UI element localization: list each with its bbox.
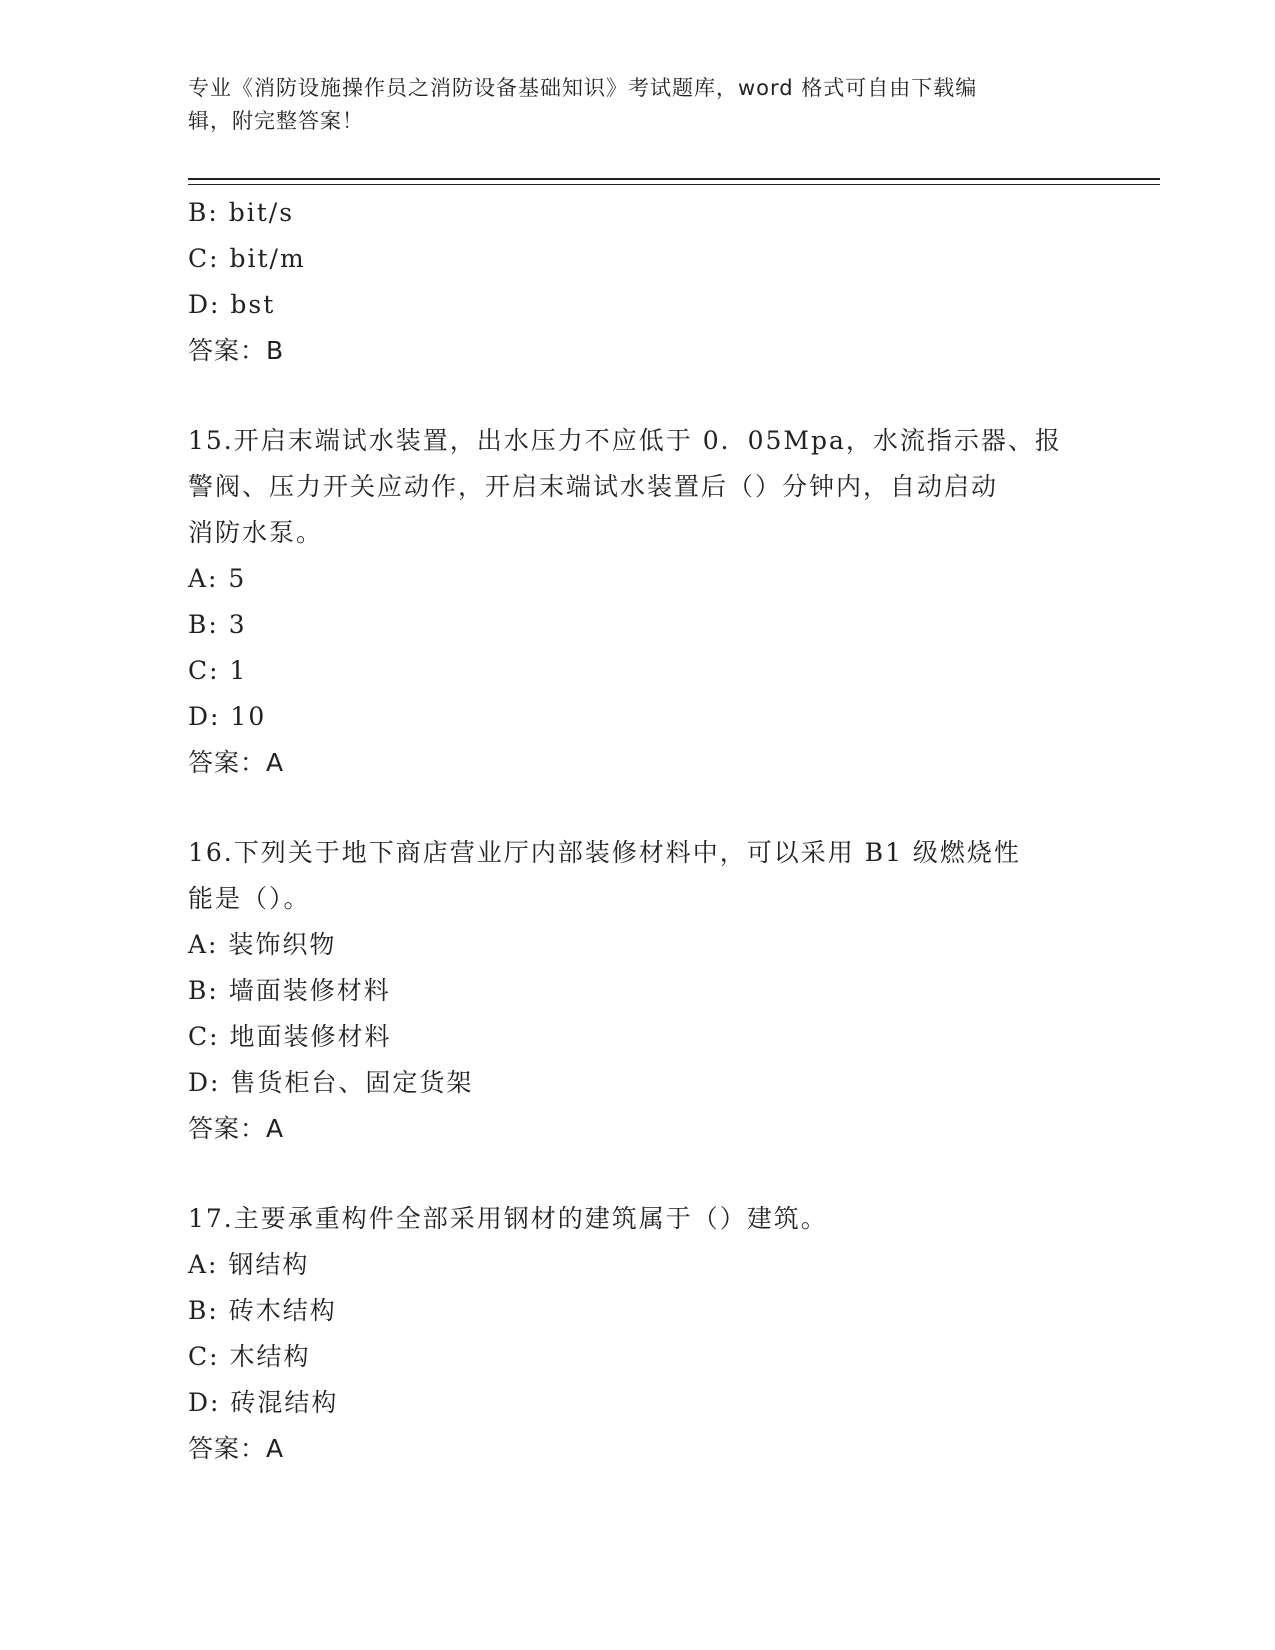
question-stem-line: 16.下列关于地下商店营业厅内部装修材料中，可以采用 B1 级燃烧性 — [188, 838, 1021, 867]
question-block-16 — [188, 830, 1118, 1152]
header-line-2: 辑，附完整答案！ — [188, 109, 364, 133]
option-a: A: 5 — [188, 564, 247, 593]
option-c: C: 地面装修材料 — [188, 1022, 392, 1051]
question-block-15 — [188, 418, 1118, 786]
option-b: B: 墙面装修材料 — [188, 976, 391, 1005]
option-b: B: 砖木结构 — [188, 1296, 337, 1325]
answer-line: 答案：B — [188, 336, 285, 365]
header-divider-thick — [188, 178, 1160, 180]
answer-line: 答案：A — [188, 1114, 285, 1143]
option-d: D: 10 — [188, 702, 267, 731]
option-d: D: bst — [188, 290, 276, 319]
question-stem-line: 能是（）。 — [188, 884, 311, 913]
question-block-17 — [188, 1196, 1118, 1472]
option-c: C: bit/m — [188, 244, 306, 273]
header-divider-thin — [188, 184, 1160, 185]
option-c: C: 1 — [188, 656, 248, 685]
question-list — [188, 190, 1118, 1472]
option-b: B: bit/s — [188, 198, 295, 227]
option-d: D: 售货柜台、固定货架 — [188, 1068, 474, 1097]
question-block-14 — [188, 190, 1118, 374]
question-stem-line: 17.主要承重构件全部采用钢材的建筑属于（）建筑。 — [188, 1204, 828, 1233]
question-stem-line: 警阀、压力开关应动作，开启末端试水装置后（）分钟内，自动启动 — [188, 472, 999, 501]
answer-line: 答案：A — [188, 748, 285, 777]
header-line-1: 专业《消防设施操作员之消防设备基础知识》考试题库，word 格式可自由下载编 — [188, 76, 978, 100]
option-d: D: 砖混结构 — [188, 1388, 339, 1417]
option-a: A: 钢结构 — [188, 1250, 310, 1279]
question-stem-line: 消防水泵。 — [188, 518, 324, 547]
document-header — [188, 72, 1088, 138]
option-c: C: 木结构 — [188, 1342, 311, 1371]
option-b: B: 3 — [188, 610, 247, 639]
question-stem-line: 15.开启末端试水装置，出水压力不应低于 0．05Mpa，水流指示器、报 — [188, 426, 1062, 455]
option-a: A: 装饰织物 — [188, 930, 337, 959]
answer-line: 答案：A — [188, 1434, 285, 1463]
